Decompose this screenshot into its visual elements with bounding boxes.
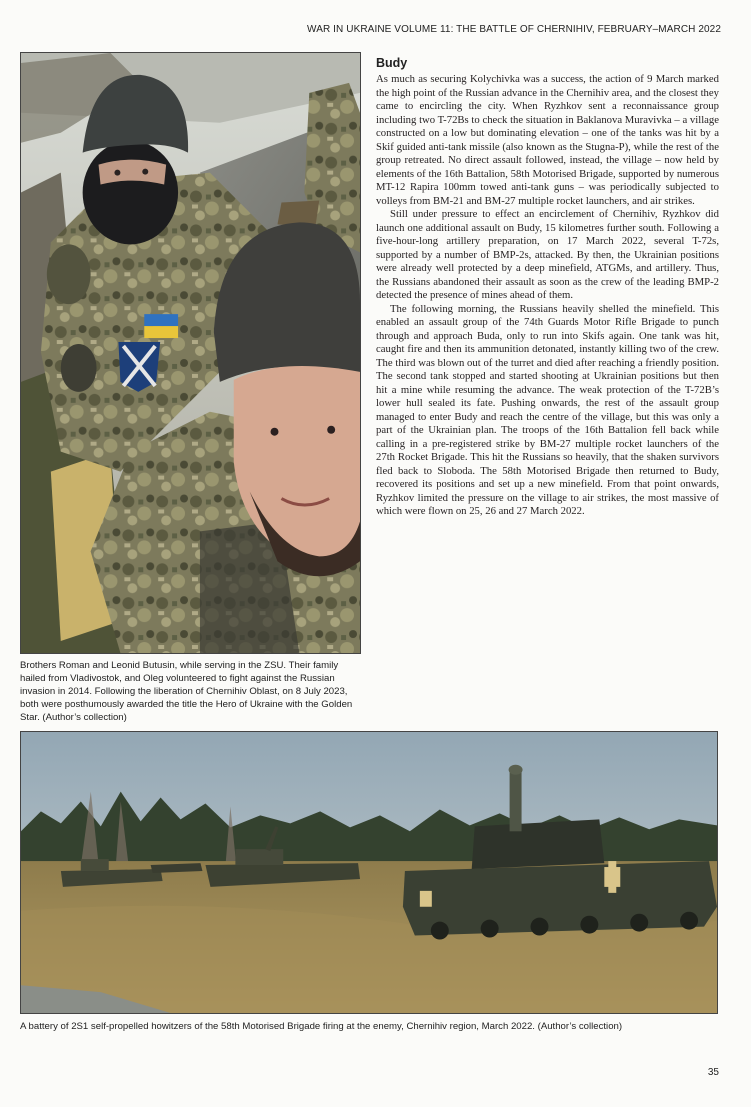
paragraph: The following morning, the Russians heavily shelled the minefield. This enabled an assault group of the 74th Guards Motor Rifle Brigade to punch through and approach Buda, only to run into Skifs again. One tank was hit, caught fire and then its ammunition detonated, instantly killing two of the crew. The third was blown out of the turret and died after reaching a friendly position. The second tank stopped and started shooting at Ukrainian positions but then hit a mine while resuming the advance. The weak protection of the T-72B’s lower hull sealed its fate. Pushing onwards, the rest of the assault group managed to enter Budy and reach the centre of the village, but this was only a part of the Ukrainian plan. The troops of the 16th Battalion fell back while calling in a pre-registered strike by BM-27 multiple rocket launchers of the 27th Rocket Brigade. This hit the Russians so heavily, that the shaken survivors fled back to Sloboda. The 58th Motorised Brigade then returned to Budy, recovered its positions and set up a new minefield. From that point onwards, Ryzhkov limited the pressure on the village to air strikes, the most massive of which were flown on 25, 26 and 27 March 2022. [376, 302, 719, 517]
soldiers-photo [20, 52, 361, 654]
paragraph: Still under pressure to effect an encirclement of Chernihiv, Ryzhkov did launch one additional assault on Budy, 15 kilometres further south. Following a five-hour-long artillery preparation, on 17 March 2022, several T-72s, supported by a number of BMP-2s, attacked. By then, the Ukrainian positions were already well protected by a deep minefield, ATGMs, and artillery. Thus, the Russians abandoned their assault as soon as the crew of the leading BMP-2 detected the presence of mines ahead of them. [376, 208, 719, 301]
figure-caption-1: Brothers Roman and Leonid Butusin, while serving in the ZSU. Their family hailed from Vladivostok, and Oleg volunteered to fight against the Russian invasion in 2014. Following the liberation of Chernihiv Oblast, on 8 July 2023, both were posthumously awarded the title the Hero of Ukraine with the Golden Star. (Author’s collection) [20, 660, 353, 724]
figure-caption-2: A battery of 2S1 self-propelled howitzers of the 58th Motorised Brigade firing at the enemy, Chernihiv region, March 2022. (Author’s collection) [20, 1021, 623, 1032]
article-body [376, 56, 719, 519]
running-header: WAR IN UKRAINE VOLUME 11: THE BATTLE OF CHERNIHIV, FEBRUARY–MARCH 2022 [307, 24, 721, 35]
section-heading: Budy [376, 56, 408, 70]
paragraph: As much as securing Kolychivka was a success, the action of 9 March marked the high point of the Russian advance in the Chernihiv area, and the closest they came to encircling the city. When Ryzhkov sent a reconnaissance group including two T-72Bs to check the situation in Baklanova Muravivka – a village constructed on a low but dominating elevation – one of the tanks was hit by a Skif guided anti-tank missile (also known as the Stugna-P), while the rest of the group retreated. No direct assault followed, instead, the village – now held by elements of the 16th Battalion, 58th Motorised Brigade, supported by numerous MT-12 Rapira 100mm towed anti-tank guns – was periodically subjected to volleys from BM-21 and BM-27 multiple rocket launchers, and air strikes. [376, 73, 719, 207]
page-number: 35 [707, 1067, 719, 1078]
howitzer-battery-photo [20, 731, 718, 1014]
